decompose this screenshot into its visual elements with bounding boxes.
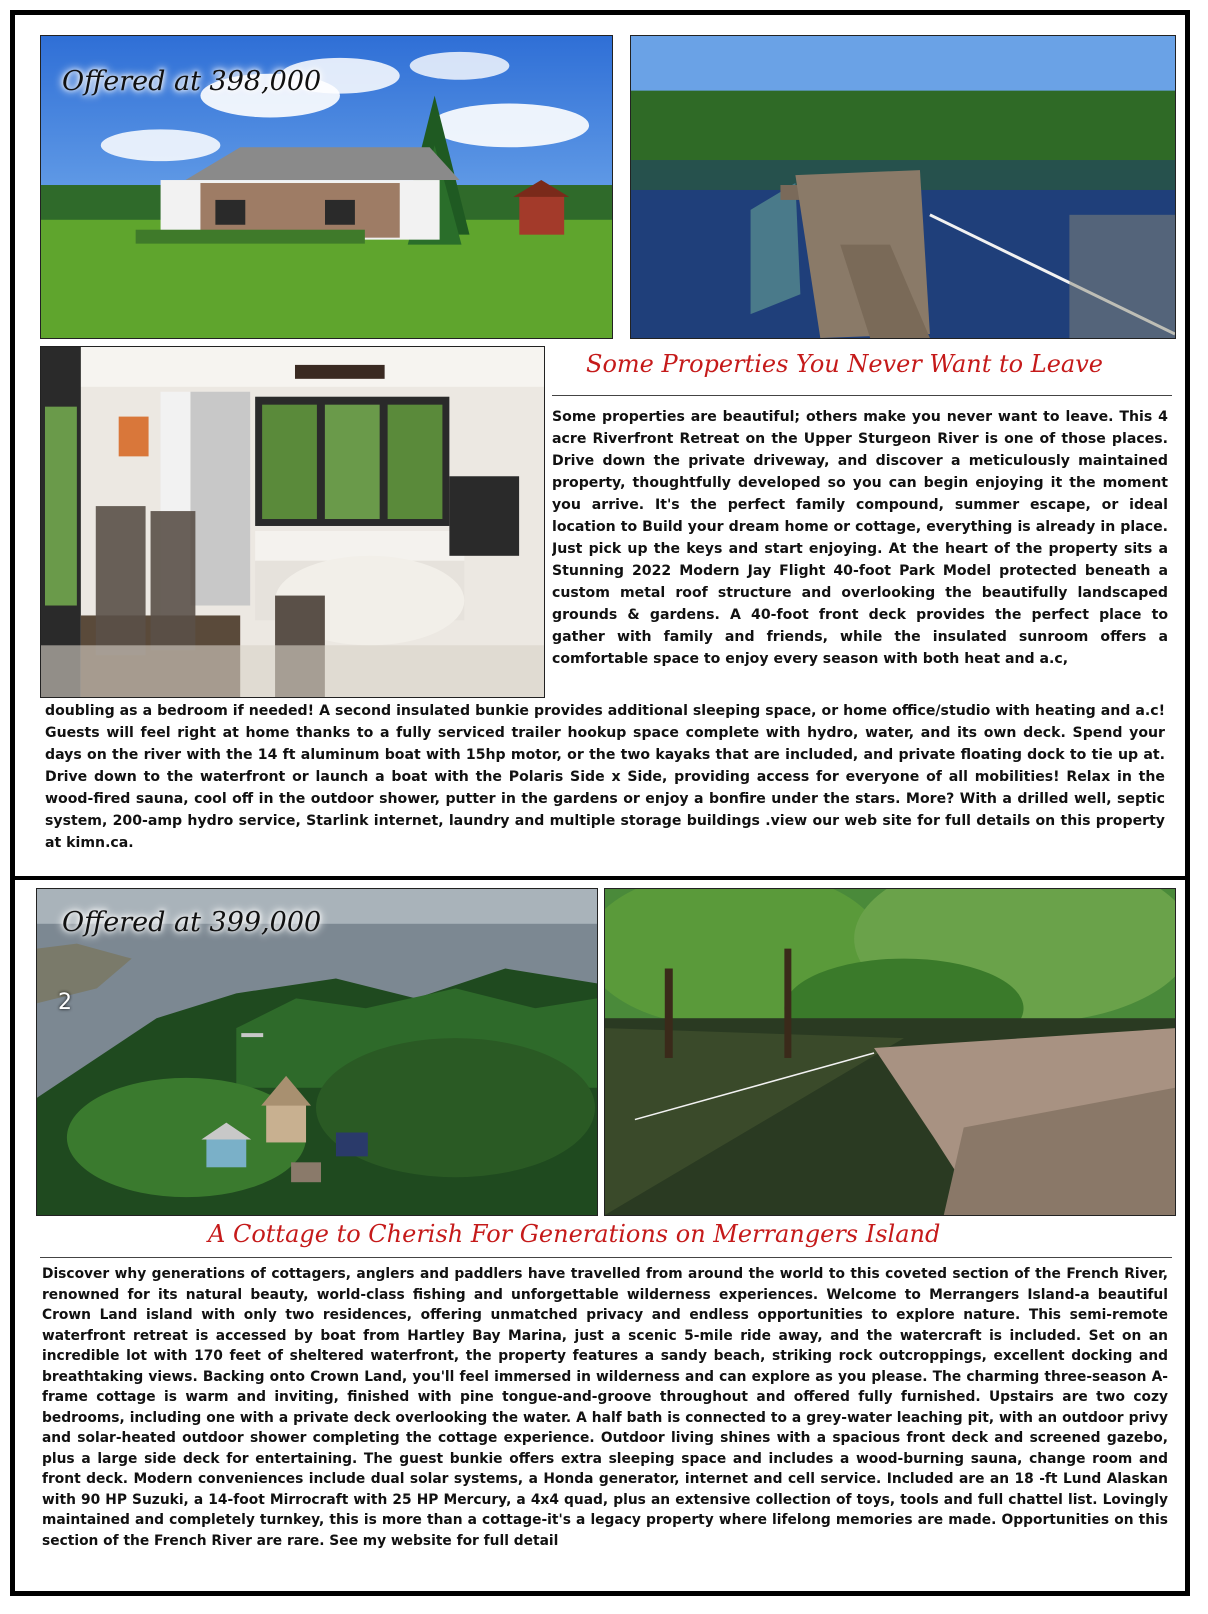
listing1-description-full: doubling as a bedroom if needed! A second insulated bunkie provides additional sleeping space, or home office/studio with heating and a.c! Guests will feel right at home thanks to a fully serviced trailer hookup space complete with hydro, water, and its own deck. Spend your days on the river with the 14 ft aluminum boat with 15hp motor, or the two kayaks that are included, and private floating dock to tie up at. Drive down to the waterfront or launch a boat with the Polaris Side x Side, providing access for everyone of all mobilities! Relax in the wood-fired sauna, cool off in the outdoor shower, putter in the gardens or enjoy a bonfire under the stars. More? With a drilled well, septic system, 200-amp hydro service, Starlink internet, laundry and multiple storage buildings .view our web site for full details on this property at kimn.ca. [45,703,1165,851]
headline-rule [40,1257,1172,1258]
price-label: Offered at 398,000 [62,66,322,97]
listing1-headline: Some Properties You Never Want to Leave [586,350,1103,378]
kitchen-interior-photo [40,346,545,698]
river-dock-photo [630,35,1176,339]
price-label: Offered at 399,000 [62,907,322,938]
section-divider [14,876,1186,880]
photo-number: 2 [58,990,72,1015]
listing2-description: Discover why generations of cottagers, anglers and paddlers have travelled from around the world to this coveted section of the French River, renowned for its natural beauty, world-class fishing and unforgettable wilderness experiences. Welcome to Merrangers Island-a beautiful Crown Land island with only two residences, offering unmatched privacy and endless opportunities to explore nature. This semi-remote waterfront retreat is accessed by boat from Hartley Bay Marina, just a scenic 5-mile ride away, and the watercraft is included. Set on an incredible lot with 170 feet of sheltered waterfront, the property features a sandy beach, striking rock outcroppings, excellent docking and breathtaking views. Backing onto Crown Land, you'll feel immersed in wilderness and can explore as you please. The charming three-season A-frame cottage is warm and inviting, finished with pine tongue-and-groove throughout and offered fully furnished. Upstairs are two cozy bedrooms, including one with a private deck overlooking the water. A half bath is connected to a grey-water leaching pit, with an outdoor privy and solar-heated outdoor shower completing the cottage experience. Outdoor living shines with a spacious front deck and screened gazebo, plus a large side deck for entertaining. The guest bunkie offers extra sleeping space and includes a wood-burning sauna, change room and front deck. Modern conveniences include dual solar systems, a Honda generator, internet and cell service. Included are an 18 -ft Lund Alaskan with 90 HP Suzuki, a 14-foot Mirrocraft with 25 HP Mercury, a 4x4 quad, plus an extensive collection of toys, tools and full chattel list. Lovingly maintained and completely turnkey, this is more than a cottage-it's a legacy property where lifelong memories are made. Opportunities on this section of the French River are rare. See my website for full detail [42,1266,1168,1549]
headline-rule [552,395,1172,396]
sandy-beach-photo [604,888,1176,1216]
listing1-description-side: Some properties are beautiful; others make you never want to leave. This 4 acre Riverfront Retreat on the Upper Sturgeon River is one of those places. Drive down the private driveway, and discover a meticulously maintained property, thoughtfully developed so you can begin enjoying it the moment you arrive. It's the perfect family compound, summer escape, or ideal location to Build your dream home or cottage, everything is already in place. Just pick up the keys and start enjoying. At the heart of the property sits a Stunning 2022 Modern Jay Flight 40-foot Park Model protected beneath a custom metal roof structure and overlooking the beautifully landscaped grounds & gardens. A 40-foot front deck provides the perfect place to gather with family and friends, while the insulated sunroom offers a comfortable space to enjoy every season with both heat and a.c, [552,409,1168,667]
listing2-headline: A Cottage to Cherish For Generations on Merrangers Island [208,1220,941,1248]
